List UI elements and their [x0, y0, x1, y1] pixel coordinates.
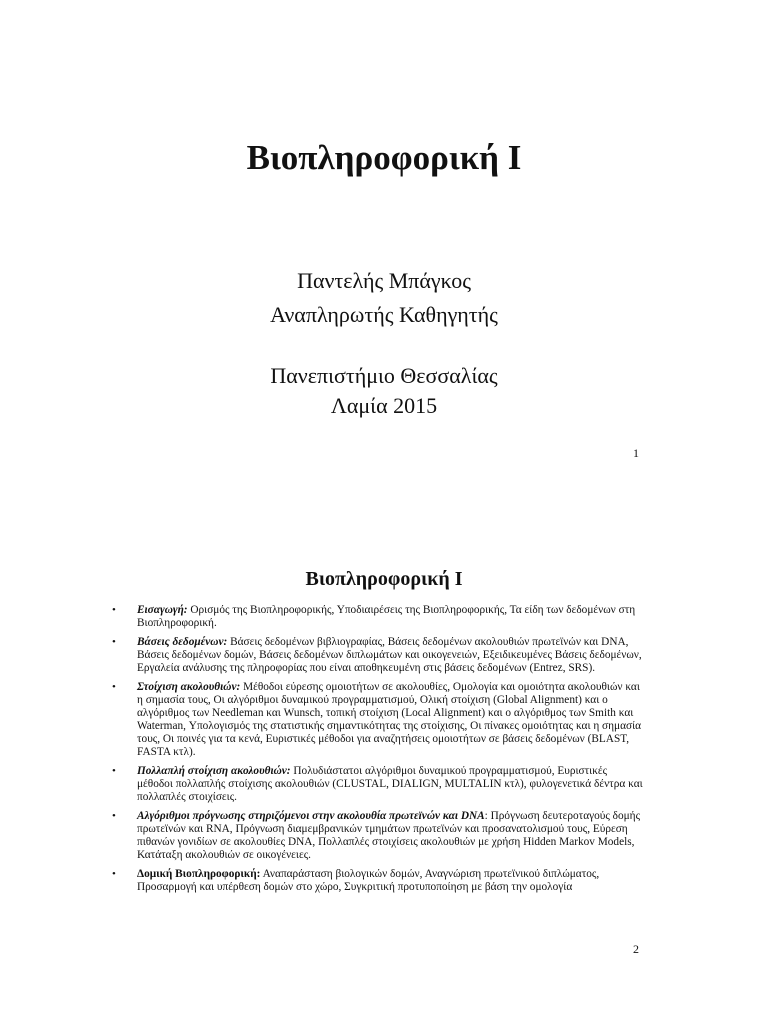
list-item	[0, 636, 768, 675]
author-name: Παντελής Μπάγκος	[297, 268, 471, 293]
topic-text: : Πρόγνωση δευτεροταγούς δομής πρωτεϊνών και RNA, Πρόγνωση διαμεμβρανικών τμημάτων πρωτεϊνών και προσανατολισμού τους, Εύρεση πιθανών γονιδίων σε ακολουθίες DNA, Πολλαπλές στοιχίσεις ακολουθιών με χρήση Hidden Markov Models, Κατάταξη ακολουθιών σε οικογένειες.	[137, 810, 641, 861]
syllabus-page	[0, 480, 768, 1024]
bullet-icon: •	[112, 810, 116, 822]
page-number: 1	[633, 446, 639, 460]
topic-text: Πολυδιάστατοι αλγόριθμοι δυναμικού προγραμματισμού, Ευριστικές μέθοδοι πολλαπλής στοίχισης ακολουθιών (CLUSTAL, DIALIGN, MULTALIN κτλ), φυλογενετικά δέντρα και πολλαπλές στοιχίσεις.	[137, 765, 643, 803]
page-number: 2	[633, 942, 639, 956]
bullet-icon: •	[112, 636, 116, 648]
bullet-icon: •	[112, 765, 116, 777]
list-item	[0, 681, 768, 759]
author-role: Αναπληρωτής Καθηγητής	[270, 302, 498, 327]
topic-heading: Δομική Βιοπληροφορική:	[137, 868, 261, 880]
topic-text: Ορισμός της Βιοπληροφορικής, Υποδιαιρέσεις της Βιοπληροφορικής, Τα είδη των δεδομένων στη Βιοπληροφορική.	[137, 604, 636, 629]
bullet-icon: •	[112, 868, 116, 880]
topic-heading: Πολλαπλή στοίχιση ακολουθιών:	[137, 765, 291, 777]
cover-page	[0, 0, 768, 480]
bullet-icon: •	[112, 604, 116, 616]
list-item	[0, 868, 768, 894]
topic-heading: Στοίχιση ακολουθιών:	[137, 681, 241, 693]
place-and-year: Λαμία 2015	[330, 393, 438, 418]
list-item	[0, 810, 768, 862]
topic-heading: Αλγόριθμοι πρόγνωσης στηριζόμενοι στην ακολουθία πρωτεϊνών και DNA	[137, 810, 485, 822]
document-title: Βιοπληροφορική Ι	[246, 138, 522, 177]
topic-text: Βάσεις δεδομένων βιβλιογραφίας, Βάσεις δεδομένων ακολουθιών πρωτεϊνών και DNA, Βάσεις δεδομένων δομών, Βάσεις δεδομένων διπλωμάτων και οικογενειών, Εξειδικευμένες Βάσεις δεδομένων, Εργαλεία ανάλυσης της πληροφορίας που είναι αποθηκευμένη στις βάσεις δεδομένων (Entrez, SRS).	[137, 636, 642, 674]
list-item	[0, 765, 768, 804]
university-name: Πανεπιστήμιο Θεσσαλίας	[270, 363, 498, 388]
list-item	[0, 604, 768, 630]
bullet-icon: •	[112, 681, 116, 693]
topic-text: Αναπαράσταση βιολογικών δομών, Αναγνώριση πρωτεϊνικού διπλώματος, Προσαρμογή και υπέρθεση δομών στο χώρο, Συγκριτική προτυποποίηση με βάση την ομολογία	[137, 868, 600, 893]
topic-heading: Εισαγωγή:	[137, 604, 188, 616]
topic-heading: Βάσεις δεδομένων:	[137, 636, 228, 648]
topic-text: Μέθοδοι εύρεσης ομοιοτήτων σε ακολουθίες, Ομολογία και ομοιότητα ακολουθιών και η σημασία τους, Οι αλγόριθμοι δυναμικού προγραμματισμού, Ολική στοίχιση (Global Alignment) και ο αλγόριθμος των Needleman και Wunsch, τοπική στοίχιση (Local Alignment) και ο αλγόριθμος των Smith και Waterman, Υπολογισμός της στατιστικής σημαντικότητας της στοίχισης, Οι πίνακες ομοιότητας και η σημασία τους, Οι ποινές για τα κενά, Ευριστικές μέθοδοι για αναζητήσεις ομοιοτήτων σε βάσεις δεδομένων (BLAST, FASTA κτλ).	[137, 681, 642, 758]
section-title: Βιοπληροφορική Ι	[305, 568, 463, 590]
topic-list	[0, 604, 768, 900]
